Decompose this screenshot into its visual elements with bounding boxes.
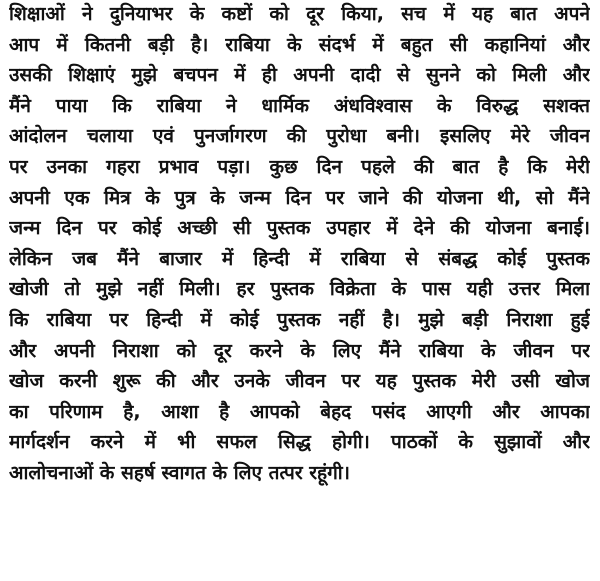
text-line: आलोचनाओं के सहर्ष स्वागत के लिए तत्पर रहूंगी। bbox=[9, 461, 350, 484]
text-line: शिक्षाओं ने दुनियाभर के कष्टों को दूर किया, सच में यह बात अपने bbox=[9, 3, 590, 25]
text-line: मैंने पाया कि राबिया ने धार्मिक अंधविश्वास के विरुद्ध सशक्त bbox=[9, 94, 590, 117]
text-line: और अपनी निराशा को दूर करने के लिए मैंने राबिया के जीवन पर bbox=[9, 339, 590, 362]
text-line: अपनी एक मित्र के पुत्र के जन्म दिन पर जाने की योजना थी, सो मैंने bbox=[9, 186, 590, 209]
text-line: उसकी शिक्षाएं मुझे बचपन में ही अपनी दादी से सुनने को मिली और bbox=[9, 64, 590, 87]
paragraph bbox=[9, 0, 590, 489]
text-line: कि राबिया पर हिन्दी में कोई पुस्तक नहीं है। मुझे बड़ी निराशा हुई bbox=[9, 308, 590, 331]
text-line: आंदोलन चलाया एवं पुनर्जागरण की पुरोधा बनी। इसलिए मेरे जीवन bbox=[9, 125, 590, 148]
text-line: जन्म दिन पर कोई अच्छी सी पुस्तक उपहार में देने की योजना बनाई। bbox=[9, 217, 590, 240]
text-line: खोजी तो मुझे नहीं मिली। हर पुस्तक विक्रेता के पास यही उत्तर मिला bbox=[9, 278, 590, 301]
text-line: खोज करनी शुरू की और उनके जीवन पर यह पुस्तक मेरी उसी खोज bbox=[9, 370, 590, 393]
text-line: पर उनका गहरा प्रभाव पड़ा। कुछ दिन पहले की बात है कि मेरी bbox=[9, 155, 590, 178]
text-line: मार्गदर्शन करने में भी सफल सिद्ध होगी। पाठकों के सुझावों और bbox=[9, 431, 590, 454]
text-line: आप में कितनी बड़ी है। राबिया के संदर्भ में बहुत सी कहानियां और bbox=[9, 33, 590, 56]
text-line: का परिणाम है, आशा है आपको बेहद पसंद आएगी और आपका bbox=[9, 400, 590, 423]
text-line: लेकिन जब मैंने बाजार में हिन्दी में राबिया से संबद्ध कोई पुस्तक bbox=[9, 247, 590, 270]
